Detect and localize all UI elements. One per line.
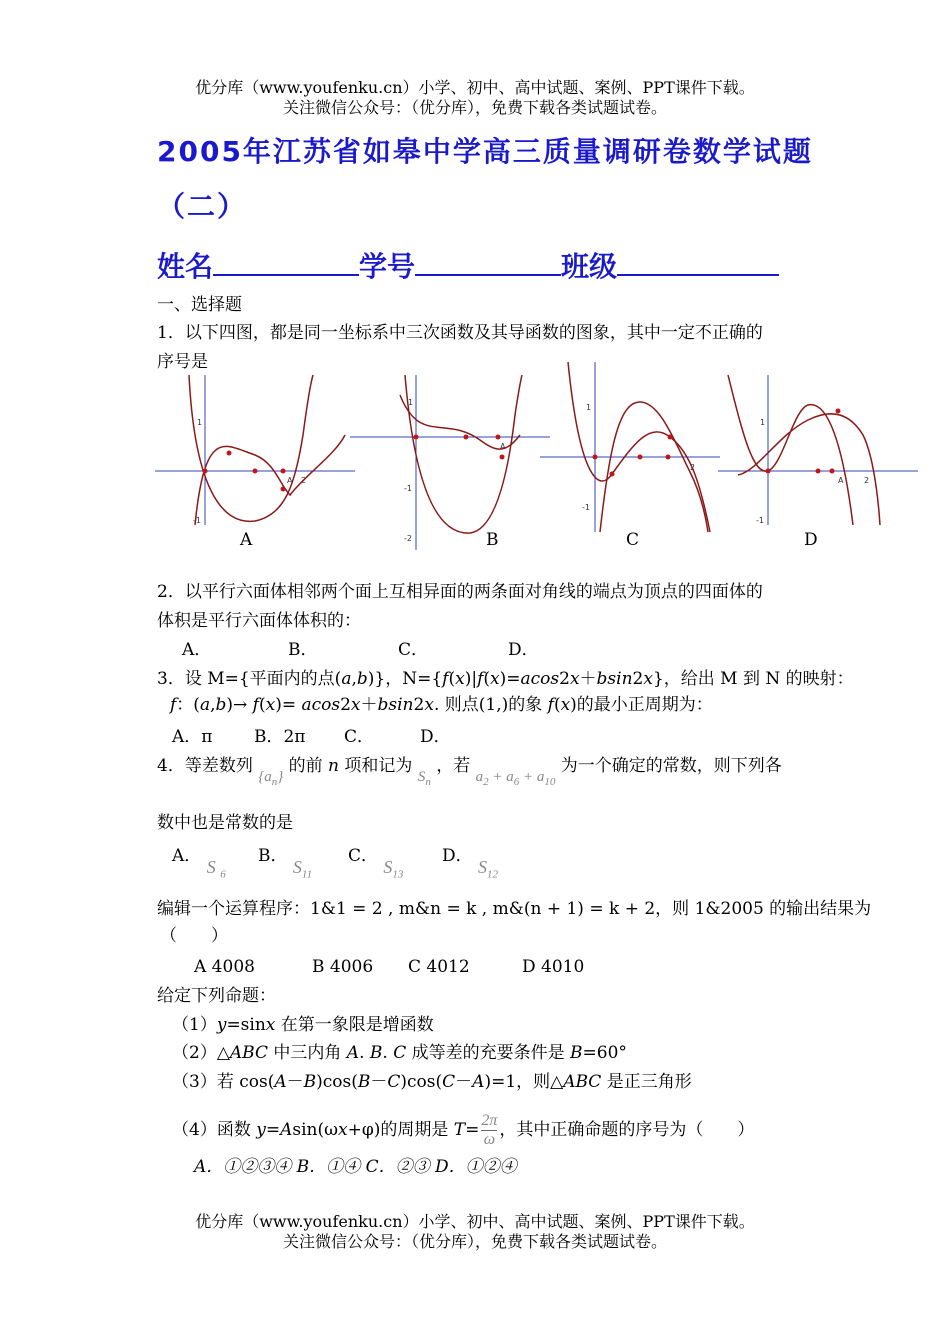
q2-option-c[interactable]: C．: [398, 640, 429, 660]
svg-text:-2: -2: [404, 534, 412, 543]
svg-text:-1: -1: [404, 484, 412, 493]
page-title-sub: （二）: [157, 190, 248, 223]
footer-line-1: 优分库（www.youfenku.cn）小学、初中、高中试题、案例、PPT课件下载。: [195, 1212, 755, 1231]
q2-text-line1: 2．以平行六面体相邻两个面上互相异面的两条面对角线的端点为顶点的四面体的: [157, 582, 763, 602]
page-title: 2005年江苏省如皋中学高三质量调研卷数学试题: [157, 135, 813, 168]
q6-answers[interactable]: A．①②③④ B．①④ C．②③ D．①②④: [194, 1157, 517, 1177]
svg-text:1: 1: [586, 403, 592, 412]
graph-b-label: B: [486, 530, 499, 550]
svg-text:-1: -1: [756, 516, 764, 525]
q5-option-d[interactable]: D 4010: [522, 957, 585, 977]
svg-text:2: 2: [864, 476, 870, 485]
q3-text-line2: f：(a,b)→ f(x)= acos2x＋bsin2x. 则点(1,)的象 f(x)的最小正周期为：: [170, 695, 713, 715]
svg-text:2: 2: [301, 476, 307, 485]
q2-option-a[interactable]: A．: [182, 640, 212, 660]
q1-text-line1: 1．以下四图，都是同一坐标系中三次函数及其导函数的图象，其中一定不正确的: [157, 323, 763, 343]
section-heading: 一、选择题: [157, 295, 242, 315]
svg-text:-1: -1: [582, 503, 590, 512]
q5-option-b[interactable]: B 4006: [312, 957, 374, 977]
q3-option-c[interactable]: C．: [344, 727, 375, 747]
q4-option-a[interactable]: A． S $_6$: [172, 846, 226, 881]
q2-text-line2: 体积是平行六面体体积的：: [157, 611, 361, 631]
graph-c: [540, 362, 720, 532]
student-info-row: [157, 245, 779, 285]
graph-d: [718, 375, 918, 525]
svg-text:A: A: [287, 476, 293, 485]
graph-a: [155, 375, 355, 525]
q2-option-b[interactable]: B．: [288, 640, 318, 660]
name-label: 姓名: [157, 250, 214, 283]
q4-text-line1: 4．等差数列 $\{a_n\}$ 的前 n 项和记为 $S_n$ ，若 $a_2 + a_6 + a_{10}$ 为一个确定的常数，则下列各: [157, 756, 782, 788]
graph-b: [350, 375, 550, 550]
svg-text:A: A: [838, 476, 844, 485]
q3-text-line1: 3．设 M={平面内的点(a,b)}，N={f(x)|f(x)=acos2x＋bsin2x}，给出 M 到 N 的映射：: [157, 669, 854, 689]
q5-option-c[interactable]: C 4012: [408, 957, 470, 977]
class-blank[interactable]: [617, 248, 779, 276]
svg-text:1: 1: [760, 418, 766, 427]
q5-option-a[interactable]: A 4008: [194, 957, 255, 977]
q4-option-d[interactable]: D． $S_{12}$: [442, 846, 499, 881]
svg-text:2: 2: [690, 463, 696, 472]
q4-option-b[interactable]: B． $S_{11}$: [258, 846, 313, 881]
header-line-1: 优分库（www.youfenku.cn）小学、初中、高中试题、案例、PPT课件下载。: [195, 78, 755, 97]
svg-text:1: 1: [197, 418, 203, 427]
name-blank[interactable]: [213, 248, 359, 276]
q5-paren: （ ）: [160, 926, 228, 946]
q1-text-line2: 序号是: [157, 352, 208, 372]
id-label: 学号: [359, 250, 416, 283]
q2-option-d[interactable]: D．: [508, 640, 539, 660]
id-blank[interactable]: [415, 248, 561, 276]
graph-c-label: C: [626, 530, 640, 550]
q6-item-4: （4）函数 y=Asin(ωx+φ)的周期是 T= $\frac{2\pi}{\omega}$ ，其中正确命题的序号为（ ）: [172, 1112, 755, 1148]
q3-option-d[interactable]: D．: [420, 727, 451, 747]
q6-item-2: （2）△ABC 中三内角 A. B. C 成等差的充要条件是 B=60°: [172, 1043, 627, 1063]
svg-text:1: 1: [408, 398, 414, 407]
q4-text-line2: 数中也是常数的是: [157, 813, 293, 833]
graph-d-label: D: [804, 530, 818, 550]
svg-text:-1: -1: [193, 516, 201, 525]
q6-item-1: （1）y=sinx 在第一象限是增函数: [172, 1015, 434, 1035]
svg-text:A: A: [500, 442, 506, 451]
q4-option-c[interactable]: C． $S_{13}$: [348, 846, 404, 881]
header-line-2: 关注微信公众号：（优分库），免费下载各类试题试卷。: [282, 98, 667, 117]
q3-option-a[interactable]: A．π: [172, 727, 213, 747]
footer-line-2: 关注微信公众号：（优分库），免费下载各类试题试卷。: [282, 1232, 667, 1251]
q3-option-b[interactable]: B．2π: [254, 727, 306, 747]
graph-a-label: A: [240, 530, 253, 550]
q6-item-3: （3）若 cos(A－B)cos(B－C)cos(C－A)=1，则△ABC 是正三角形: [172, 1072, 692, 1092]
q6-intro: 给定下列命题：: [157, 986, 276, 1006]
class-label: 班级: [561, 250, 618, 283]
q5-text: 编辑一个运算程序：1&1 = 2 , m&n = k , m&(n + 1) = k + 2，则 1&2005 的输出结果为: [157, 899, 872, 919]
